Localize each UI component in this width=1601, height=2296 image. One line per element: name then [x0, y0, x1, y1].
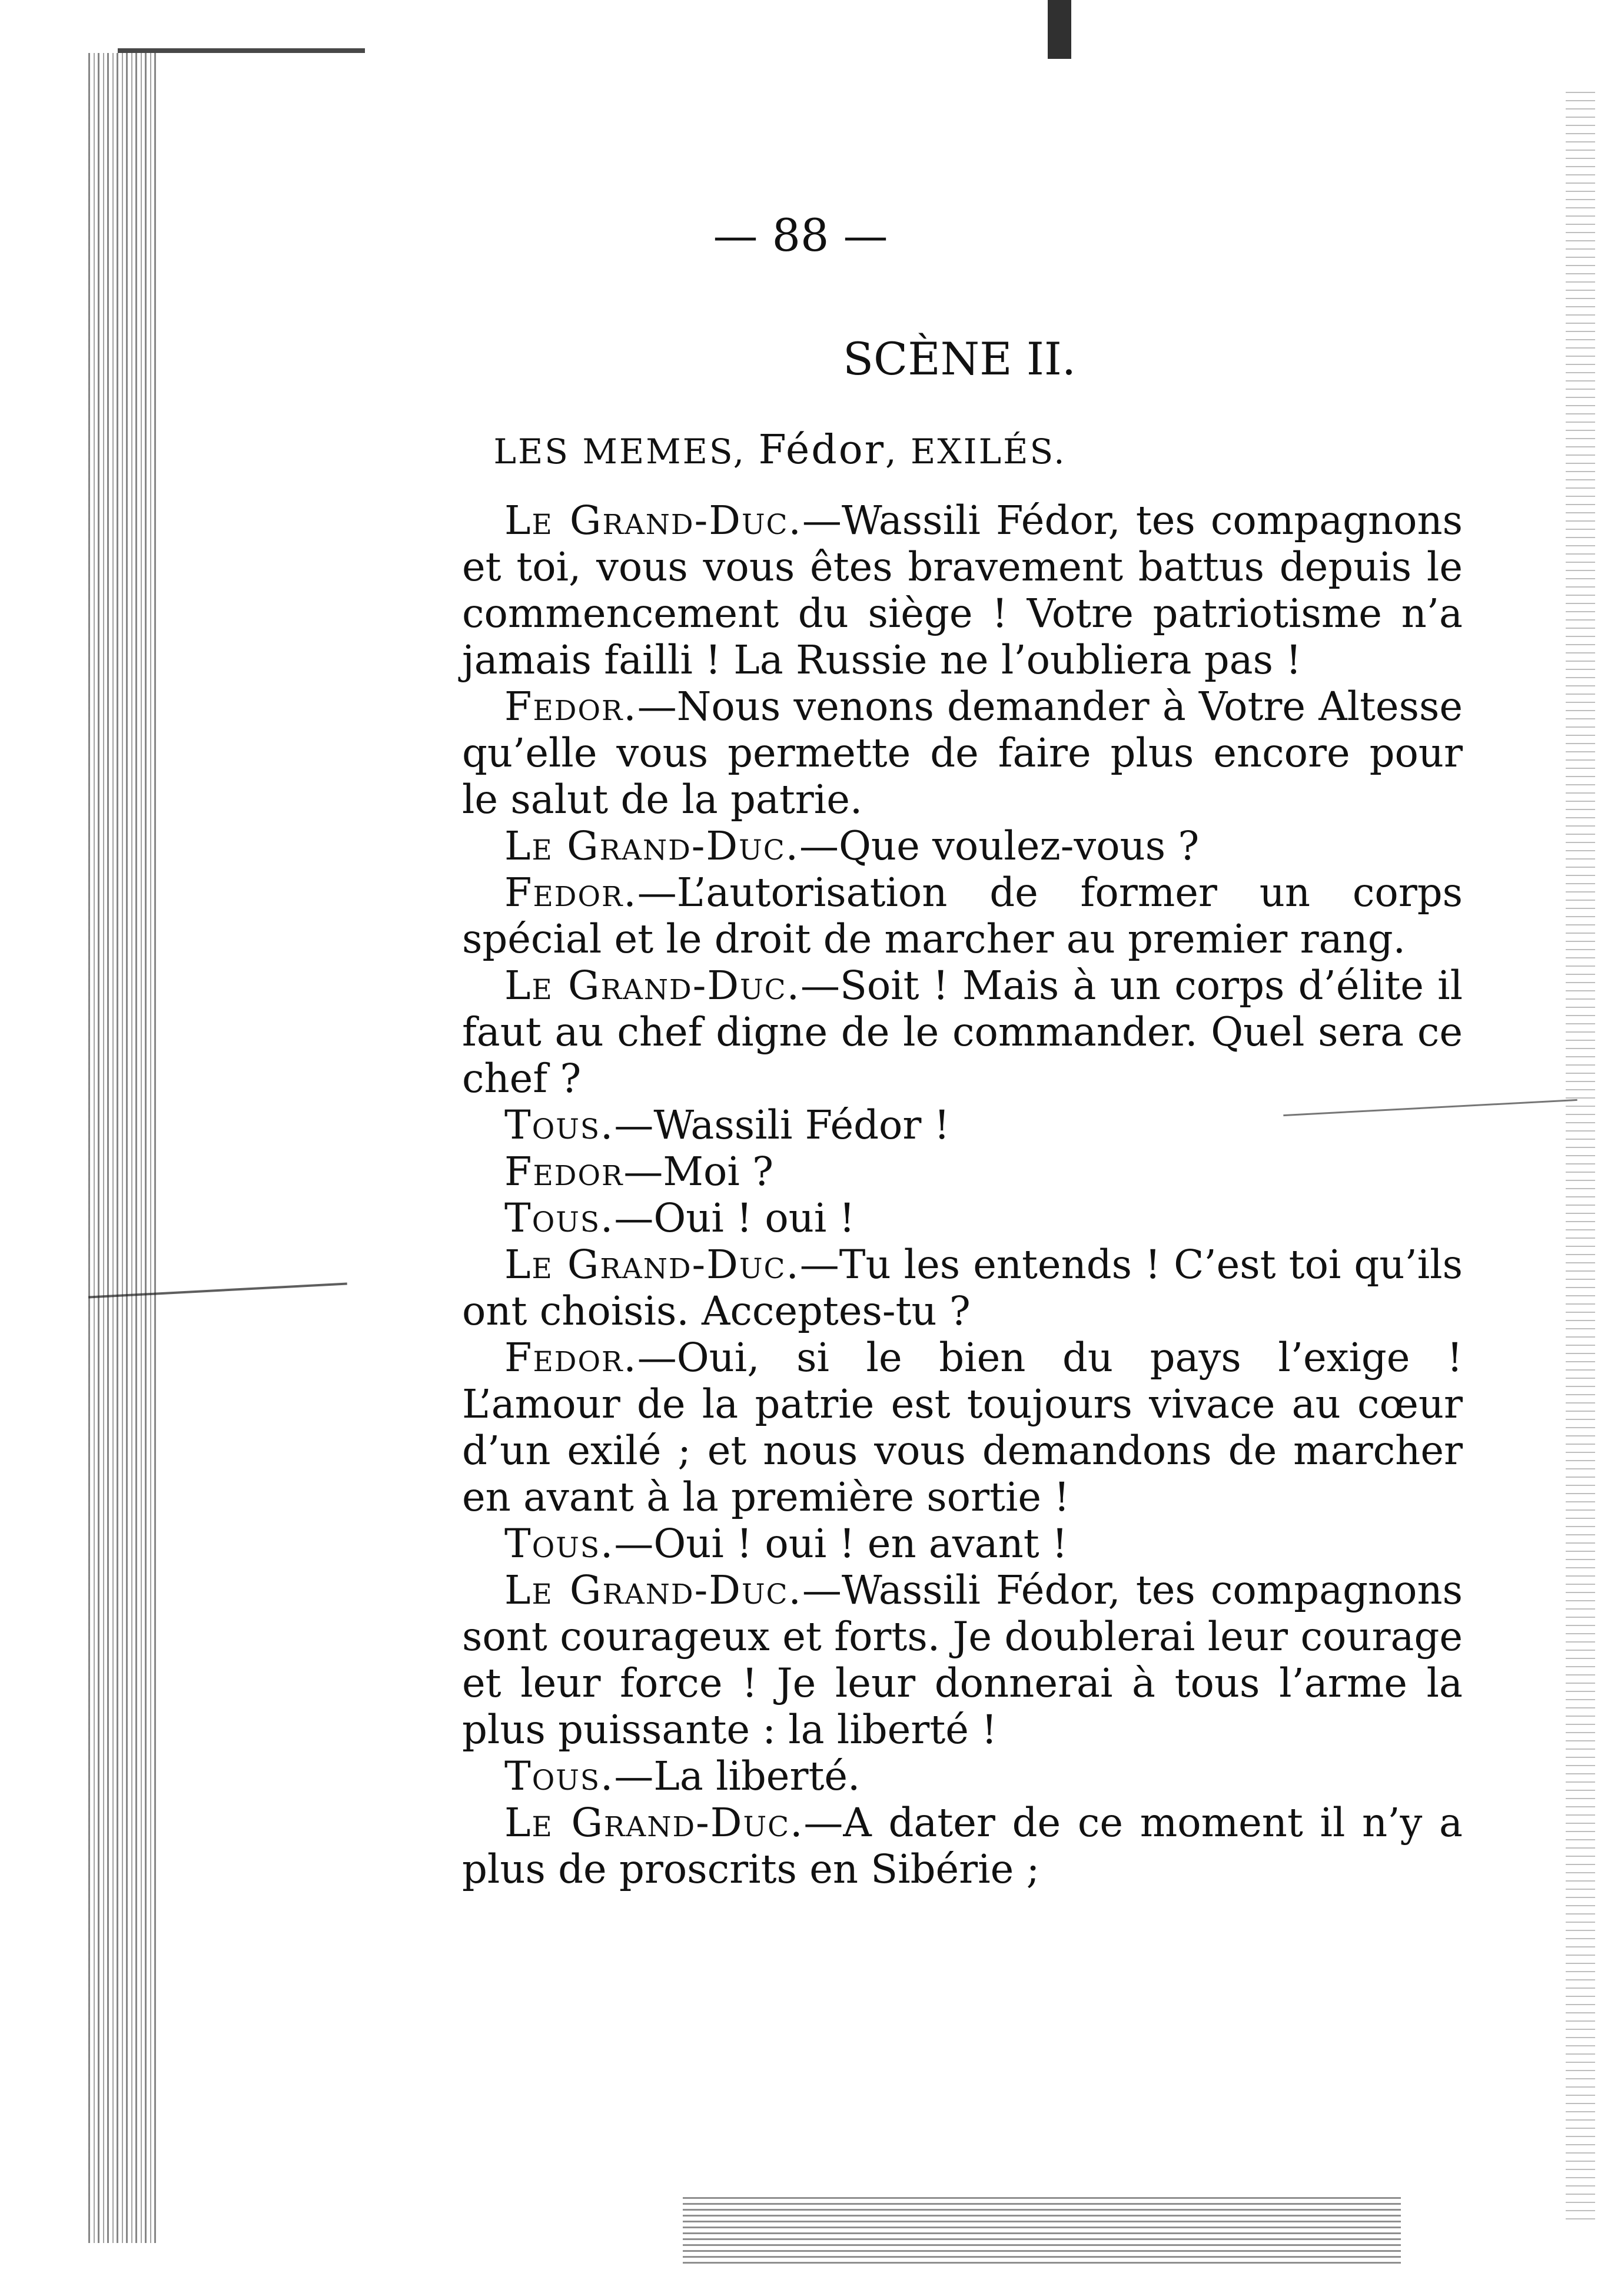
dialogue-line-14 [462, 1800, 1463, 1893]
page-number: — 88 — [713, 209, 888, 261]
speech: —Que voulez-vous ? [799, 823, 1200, 869]
speech: —Oui ! oui ! [614, 1195, 855, 1241]
speaker: Le Grand-Duc. [504, 963, 800, 1008]
dialogue-line-8 [462, 1195, 1463, 1242]
speech: —Wassili Fédor, tes compagnons et toi, vous vous êtes bravement battus depuis le commencement du siège ! Votre patriotisme n’a jamais failli ! La Russie ne l’oubliera pas ! [462, 497, 1463, 683]
dialogue-line-13 [462, 1753, 1463, 1800]
dialogue-line-2 [462, 684, 1463, 823]
speech: —Moi ? [623, 1149, 773, 1195]
speaker: Tous. [504, 1521, 615, 1567]
speaker: Le Grand-Duc. [504, 497, 802, 543]
speaker: Fedor. [504, 684, 637, 729]
scan-mark-top [118, 48, 365, 53]
speaker: Tous. [504, 1195, 615, 1241]
speech: —Oui, si le bien du pays l’exige ! L’amour de la patrie est toujours vivace au cœur d’un exilé ; et nous vous demandons de marcher en avant à la première sortie ! [462, 1335, 1463, 1520]
characters-part-1: LES MEMES, [493, 432, 759, 472]
page-edge-shadow-right [1566, 88, 1595, 2219]
dialogue-line-9 [462, 1242, 1463, 1335]
speaker: Le Grand-Duc. [504, 1242, 800, 1288]
dialogue-line-4 [462, 870, 1463, 963]
speaker: Le Grand-Duc. [504, 1567, 802, 1613]
characters-line [0, 427, 1560, 475]
speech: —Oui ! oui ! en avant ! [614, 1521, 1068, 1567]
dialogue-line-10 [462, 1335, 1463, 1521]
speech: —A dater de ce moment il n’y a plus de proscrits en Sibérie ; [462, 1800, 1463, 1892]
dialogue-line-7 [462, 1149, 1463, 1195]
speaker: Tous. [504, 1753, 615, 1799]
speech: —Wassili Fédor ! [614, 1102, 950, 1148]
dialogue-line-5 [462, 963, 1463, 1102]
speech: —Soit ! Mais à un corps d’élite il faut au chef digne de le commander. Quel sera ce chef ? [462, 963, 1463, 1101]
speaker: Le Grand-Duc. [504, 1800, 804, 1846]
dialogue-line-1 [462, 497, 1463, 684]
scan-mark-top-block [1048, 0, 1071, 59]
characters-part-2: Fédor [758, 427, 886, 473]
dialogue-line-11 [462, 1521, 1463, 1567]
dialogue-line-3 [462, 823, 1463, 870]
speaker: Fedor [504, 1149, 624, 1195]
scene-title: SCÈNE II. [842, 333, 1077, 385]
speaker: Tous. [504, 1102, 615, 1148]
characters-part-3: , EXILÉS. [885, 432, 1067, 472]
speech: —Nous venons demander à Votre Altesse qu’elle vous permette de faire plus encore pour le salut de la patrie. [462, 684, 1463, 822]
dialogue-line-6 [462, 1102, 1463, 1149]
speech: —Wassili Fédor, tes compagnons sont courageux et forts. Je doublerai leur courage et leur force ! Je leur donnerai à tous l’arme la plus puissante : la liberté ! [462, 1567, 1463, 1753]
speech: —Tu les entends ! C’est toi qu’ils ont choisis. Acceptes-tu ? [462, 1242, 1463, 1334]
speech: —La liberté. [614, 1753, 861, 1799]
speech: —L’autorisation de former un corps spécial et le droit de marcher au premier rang. [462, 870, 1463, 962]
scan-mark-bottom [683, 2193, 1401, 2264]
speaker: Fedor. [504, 1335, 637, 1381]
speaker: Le Grand-Duc. [504, 823, 799, 869]
dialogue-block [462, 497, 1463, 1893]
dialogue-line-12 [462, 1567, 1463, 1753]
speaker: Fedor. [504, 870, 637, 915]
